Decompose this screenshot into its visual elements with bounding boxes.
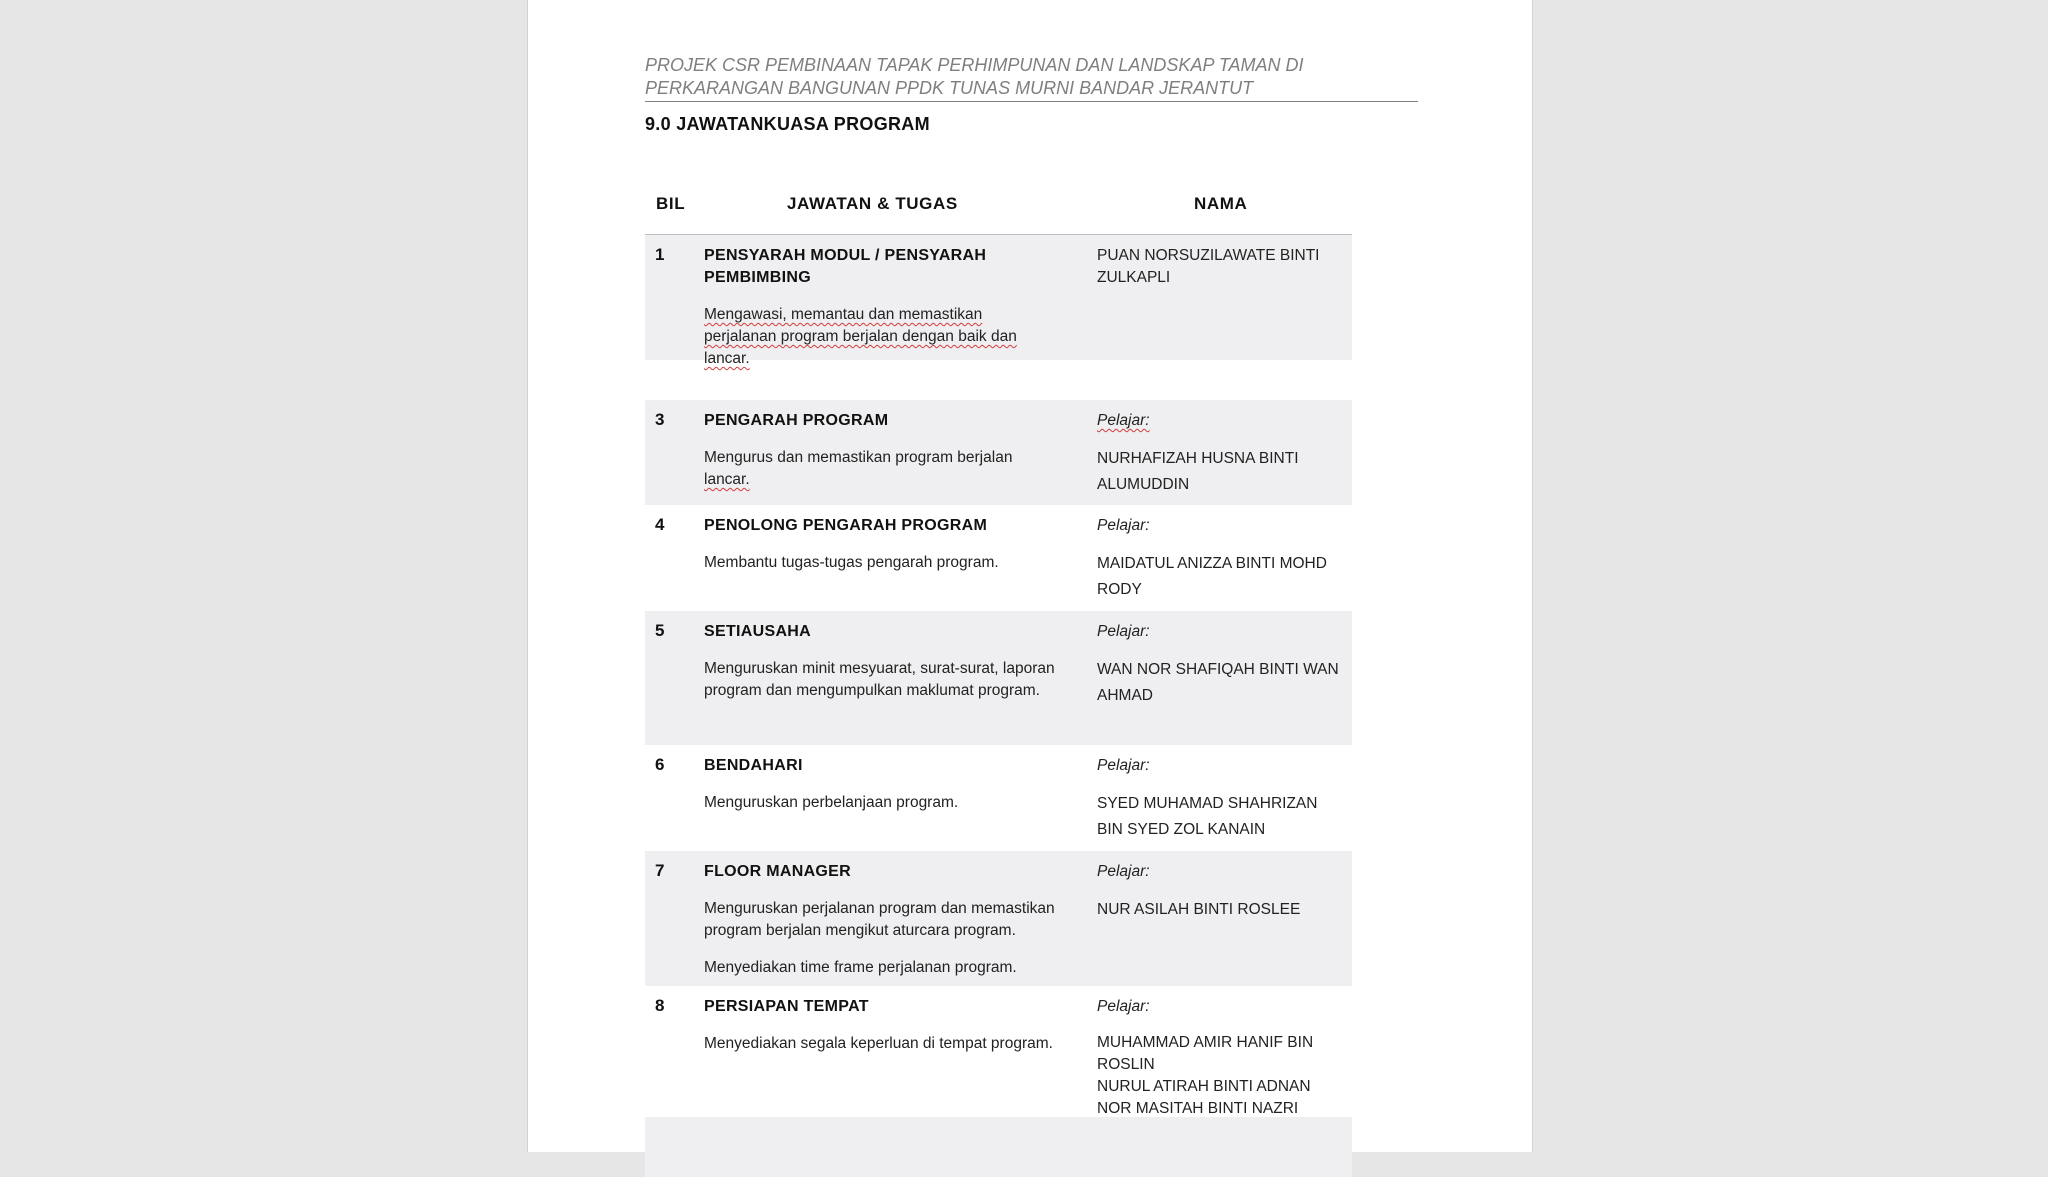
role-description [704, 898, 1082, 942]
role-description-line: Membantu tugas-tugas pengarah program. [704, 554, 999, 571]
role-title [704, 245, 1082, 289]
role-cell [704, 245, 1082, 370]
role-title: PENOLONG PENGARAH PROGRAM [704, 517, 988, 534]
name-label: Pelajar: [1097, 863, 1150, 880]
role-description-line: lancar. [704, 350, 750, 367]
role-description-line: Mengurus dan memastikan program berjalan [704, 449, 1013, 466]
header-line-1: PROJEK CSR PEMBINAAN TAPAK PERHIMPUNAN DAN LANDSKAP TAMAN DI [645, 55, 1304, 75]
role-title-line: PENSYARAH MODUL / PENSYARAH [704, 247, 987, 264]
table-row [645, 611, 1352, 745]
role-description-line: Menguruskan perjalanan program dan memastikan [704, 900, 1055, 917]
role-cell [704, 996, 1082, 1055]
name-label: Pelajar: [1097, 412, 1150, 429]
member-name-line: NOR MASITAH BINTI NAZRI [1097, 1100, 1299, 1117]
role-cell [704, 861, 1082, 979]
role-title: FLOOR MANAGER [704, 863, 852, 880]
member-name-line: AHMAD [1097, 687, 1153, 704]
member-name [1097, 897, 1347, 923]
name-cell [1097, 245, 1347, 289]
member-name [1097, 551, 1347, 603]
name-cell [1097, 515, 1347, 603]
role-description-line: Mengawasi, memantau dan memastikan [704, 306, 983, 323]
member-name-line: ROSLIN [1097, 1056, 1155, 1073]
member-name-line: MUHAMMAD AMIR HANIF BIN [1097, 1034, 1314, 1051]
committee-table [645, 186, 1352, 1177]
row-number: 6 [655, 755, 665, 774]
member-name-line: NURUL ATIRAH BINTI ADNAN [1097, 1078, 1311, 1095]
name-label: Pelajar: [1097, 623, 1150, 640]
role-description-line: lancar. [704, 471, 750, 488]
role-description [704, 1033, 1082, 1055]
member-name-line: ZULKAPLI [1097, 269, 1171, 286]
running-header [645, 54, 1418, 102]
role-cell [704, 755, 1082, 814]
table-row [645, 1117, 1352, 1177]
role-cell [704, 515, 1082, 574]
role-title: PENGARAH PROGRAM [704, 412, 889, 429]
role-description: Menyediakan time frame perjalanan program. [704, 959, 1017, 976]
role-description-line: Menguruskan minit mesyuarat, surat-surat, laporan [704, 660, 1055, 677]
role-description [704, 552, 1082, 574]
table-row [645, 505, 1352, 611]
member-name-line: MAIDATUL ANIZZA BINTI MOHD [1097, 555, 1327, 572]
role-description-line: program dan mengumpulkan maklumat program. [704, 682, 1040, 699]
role-cell [704, 410, 1082, 491]
member-name [1097, 1032, 1347, 1120]
role-title: SETIAUSAHA [704, 623, 812, 640]
table-header [645, 186, 1352, 235]
header-line-2: PERKARANGAN BANGUNAN PPDK TUNAS MURNI BANDAR JERANTUT [645, 78, 1254, 98]
name-cell [1097, 410, 1347, 498]
member-name-line: BIN SYED ZOL KANAIN [1097, 821, 1266, 838]
header-bil: BIL [656, 194, 686, 213]
row-number: 7 [655, 861, 665, 880]
role-description-line: Menguruskan perbelanjaan program. [704, 794, 959, 811]
name-cell [1097, 861, 1347, 923]
row-number: 5 [655, 621, 665, 640]
name-cell [1097, 755, 1347, 843]
table-row [645, 851, 1352, 986]
member-name-line: RODY [1097, 581, 1142, 598]
role-title: PERSIAPAN TEMPAT [704, 998, 869, 1015]
member-name [1097, 657, 1347, 709]
member-name-line: SYED MUHAMAD SHAHRIZAN [1097, 795, 1318, 812]
row-number: 3 [655, 410, 665, 429]
role-cell [704, 621, 1082, 702]
role-title: BENDAHARI [704, 757, 803, 774]
role-description [704, 304, 1082, 370]
role-description-line: Menyediakan segala keperluan di tempat program. [704, 1035, 1053, 1052]
name-label: Pelajar: [1097, 998, 1150, 1015]
table-row [645, 986, 1352, 1117]
name-label: Pelajar: [1097, 757, 1150, 774]
member-name-line: PUAN NORSUZILAWATE BINTI [1097, 247, 1320, 264]
document-page [527, 0, 1533, 1152]
role-description-line: program berjalan mengikut aturcara program. [704, 922, 1016, 939]
row-number: 1 [655, 245, 665, 264]
header-role: JAWATAN & TUGAS [787, 194, 958, 213]
row-number: 4 [655, 515, 665, 534]
name-label: Pelajar: [1097, 517, 1150, 534]
member-name-line: ALUMUDDIN [1097, 476, 1190, 493]
member-name-line: NURHAFIZAH HUSNA BINTI [1097, 450, 1299, 467]
role-description-line: perjalanan program berjalan dengan baik dan [704, 328, 1017, 345]
name-cell [1097, 621, 1347, 709]
role-description [704, 792, 1082, 814]
table-row [645, 400, 1352, 505]
member-name [1097, 446, 1347, 498]
header-name: NAMA [1194, 194, 1248, 213]
member-name-line: NUR ASILAH BINTI ROSLEE [1097, 901, 1301, 918]
table-row [645, 235, 1352, 367]
name-cell [1097, 996, 1347, 1120]
role-title-line: PEMBIMBING [704, 269, 811, 286]
role-description [704, 447, 1082, 491]
row-number: 8 [655, 996, 665, 1015]
section-title: 9.0 JAWATANKUASA PROGRAM [645, 114, 930, 134]
role-description [704, 658, 1082, 702]
member-name [1097, 791, 1347, 843]
table-row [645, 745, 1352, 851]
member-name-line: WAN NOR SHAFIQAH BINTI WAN [1097, 661, 1339, 678]
